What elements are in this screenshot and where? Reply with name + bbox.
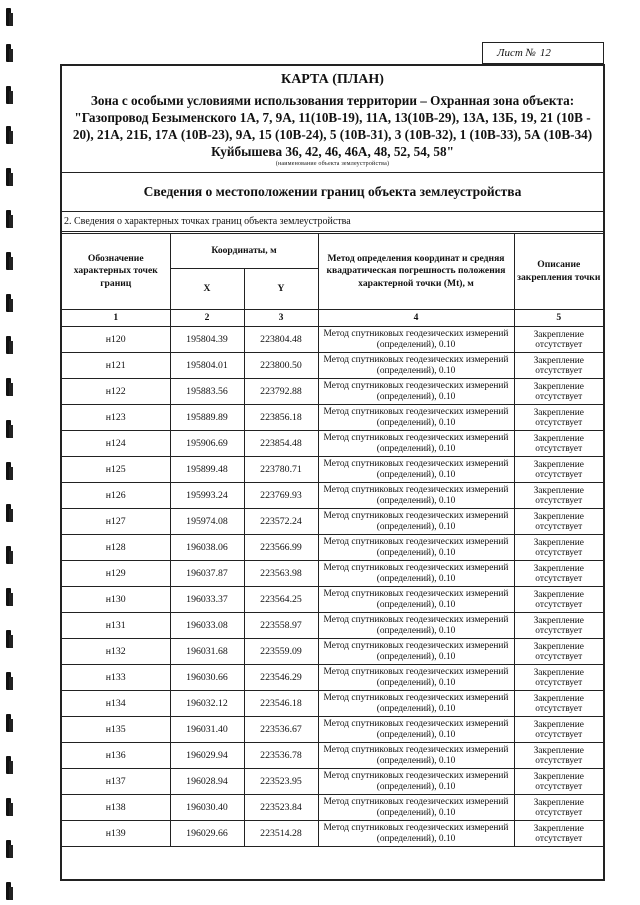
cell-y: 223564.25 [244,587,318,613]
cell-description: Закрепление отсутствует [514,717,603,743]
binding-hole [6,756,11,774]
header-x: X [170,269,244,310]
binding-hole [6,714,11,732]
column-number: 3 [244,310,318,327]
cell-point: н127 [62,509,170,535]
cell-x: 195804.39 [170,327,244,353]
cell-point: н138 [62,795,170,821]
cell-y: 223769.93 [244,483,318,509]
cell-description: Закрепление отсутствует [514,821,603,847]
cell-description: Закрепление отсутствует [514,743,603,769]
table-row [62,561,603,587]
cell-y: 223523.95 [244,769,318,795]
cell-description: Закрепление отсутствует [514,327,603,353]
cell-description: Закрепление отсутствует [514,561,603,587]
cell-method: Метод спутниковых геодезических измерений (определений), 0.10 [318,717,514,743]
table-row [62,431,603,457]
cell-y: 223546.29 [244,665,318,691]
cell-method: Метод спутниковых геодезических измерений (определений), 0.10 [318,613,514,639]
table-row [62,535,603,561]
sheet-label: Лист № [497,47,536,59]
object-name: Зона с особыми условиями использования территории – Охранная зона объекта: "Газопровод Безыменского 1А, 7, 9А, 11(10В-19), 11А, 13(10В-29), 13А, 13Б, 19, 21 (10В - 20), 21А, 21Б, 17А (10В-23), 9А, 15 (10В-24), 5 (10В-31), 3 (10В-32), 1 (10В-33), 5А (10В-34) Куйбышева 36, 42, 46, 46А, 48, 52, 54, 58" [72,93,593,159]
cell-x: 195804.01 [170,353,244,379]
cell-description: Закрепление отсутствует [514,509,603,535]
cell-x: 196029.66 [170,821,244,847]
cell-method: Метод спутниковых геодезических измерений (определений), 0.10 [318,353,514,379]
cell-point: н128 [62,535,170,561]
cell-description: Закрепление отсутствует [514,769,603,795]
binding-hole [6,294,11,312]
column-numbers-row [62,310,603,327]
cell-method: Метод спутниковых геодезических измерений (определений), 0.10 [318,665,514,691]
cell-x: 196033.08 [170,613,244,639]
cell-method: Метод спутниковых геодезических измерений (определений), 0.10 [318,483,514,509]
header-coords: Координаты, м [170,234,318,269]
binding-hole [6,504,11,522]
cell-method: Метод спутниковых геодезических измерений (определений), 0.10 [318,379,514,405]
binding-hole [6,882,11,900]
cell-y: 223559.09 [244,639,318,665]
binding-hole [6,798,11,816]
header-y: Y [244,269,318,310]
header-point: Обозначение характерных точек границ [62,234,170,310]
cell-method: Метод спутниковых геодезических измерений (определений), 0.10 [318,431,514,457]
cell-x: 196030.66 [170,665,244,691]
cell-description: Закрепление отсутствует [514,431,603,457]
cell-x: 195974.08 [170,509,244,535]
document-frame [60,64,605,881]
binding-hole [6,588,11,606]
cell-x: 196038.06 [170,535,244,561]
cell-point: н123 [62,405,170,431]
cell-method: Метод спутниковых геодезических измерений (определений), 0.10 [318,509,514,535]
cell-point: н120 [62,327,170,353]
cell-x: 196032.12 [170,691,244,717]
cell-description: Закрепление отсутствует [514,639,603,665]
cell-description: Закрепление отсутствует [514,587,603,613]
cell-point: н139 [62,821,170,847]
cell-point: н137 [62,769,170,795]
cell-description: Закрепление отсутствует [514,535,603,561]
binding-hole [6,378,11,396]
cell-point: н121 [62,353,170,379]
table-row [62,483,603,509]
cell-method: Метод спутниковых геодезических измерений (определений), 0.10 [318,639,514,665]
binding-hole [6,672,11,690]
cell-method: Метод спутниковых геодезических измерений (определений), 0.10 [318,691,514,717]
table-row [62,509,603,535]
table-row [62,379,603,405]
sheet-number: 12 [539,47,551,59]
cell-y: 223792.88 [244,379,318,405]
table-row [62,795,603,821]
cell-y: 223780.71 [244,457,318,483]
cell-x: 196033.37 [170,587,244,613]
cell-description: Закрепление отсутствует [514,665,603,691]
cell-description: Закрепление отсутствует [514,353,603,379]
cell-method: Метод спутниковых геодезических измерений (определений), 0.10 [318,457,514,483]
cell-point: н133 [62,665,170,691]
binding-hole [6,336,11,354]
cell-y: 223804.48 [244,327,318,353]
cell-method: Метод спутниковых геодезических измерений (определений), 0.10 [318,769,514,795]
cell-point: н136 [62,743,170,769]
table-row [62,743,603,769]
cell-description: Закрепление отсутствует [514,379,603,405]
cell-x: 195993.24 [170,483,244,509]
cell-y: 223558.97 [244,613,318,639]
cell-point: н135 [62,717,170,743]
binding-hole [6,210,11,228]
cell-x: 196031.68 [170,639,244,665]
map-header [62,66,603,173]
cell-x: 196028.94 [170,769,244,795]
binding-hole [6,252,11,270]
binding-hole [6,44,11,62]
table-row [62,613,603,639]
cell-y: 223856.18 [244,405,318,431]
page-title: КАРТА (ПЛАН) [281,72,384,87]
binding-hole [6,8,11,26]
cell-x: 196037.87 [170,561,244,587]
column-number: 4 [318,310,514,327]
binding-holes [0,0,24,905]
cell-x: 196030.40 [170,795,244,821]
header-method: Метод определения координат и средняя квадратическая погрешность положения характерной точки (Mt), м [318,234,514,310]
cell-x: 195883.56 [170,379,244,405]
column-number: 1 [62,310,170,327]
cell-description: Закрепление отсутствует [514,457,603,483]
cell-method: Метод спутниковых геодезических измерений (определений), 0.10 [318,821,514,847]
column-number: 2 [170,310,244,327]
cell-description: Закрепление отсутствует [514,613,603,639]
cell-y: 223563.98 [244,561,318,587]
subsection-title: 2. Сведения о характерных точках границ объекта землеустройства [62,212,603,232]
cell-method: Метод спутниковых геодезических измерений (определений), 0.10 [318,561,514,587]
cell-y: 223536.67 [244,717,318,743]
cell-point: н130 [62,587,170,613]
cell-y: 223514.28 [244,821,318,847]
cell-y: 223546.18 [244,691,318,717]
header-description: Описание закрепления точки [514,234,603,310]
table-row [62,665,603,691]
cell-point: н131 [62,613,170,639]
cell-method: Метод спутниковых геодезических измерений (определений), 0.10 [318,743,514,769]
table-row [62,327,603,353]
cell-description: Закрепление отсутствует [514,795,603,821]
table-row [62,639,603,665]
cell-point: н125 [62,457,170,483]
cell-method: Метод спутниковых геодезических измерений (определений), 0.10 [318,587,514,613]
sheet-number-box [482,42,604,64]
cell-x: 195906.69 [170,431,244,457]
table-row [62,587,603,613]
cell-point: н132 [62,639,170,665]
cell-description: Закрепление отсутствует [514,405,603,431]
binding-hole [6,86,11,104]
cell-y: 223523.84 [244,795,318,821]
table-row [62,717,603,743]
binding-hole [6,420,11,438]
cell-method: Метод спутниковых геодезических измерений (определений), 0.10 [318,327,514,353]
cell-point: н124 [62,431,170,457]
cell-point: н129 [62,561,170,587]
cell-method: Метод спутниковых геодезических измерений (определений), 0.10 [318,795,514,821]
binding-hole [6,126,11,144]
binding-hole [6,462,11,480]
table-row [62,691,603,717]
cell-point: н134 [62,691,170,717]
cell-x: 196029.94 [170,743,244,769]
cell-y: 223536.78 [244,743,318,769]
binding-hole [6,546,11,564]
column-number: 5 [514,310,603,327]
cell-x: 195899.48 [170,457,244,483]
cell-point: н122 [62,379,170,405]
cell-y: 223854.48 [244,431,318,457]
binding-hole [6,840,11,858]
cell-description: Закрепление отсутствует [514,691,603,717]
table-row [62,353,603,379]
table-row [62,769,603,795]
cell-y: 223566.99 [244,535,318,561]
table-row [62,457,603,483]
table-row [62,405,603,431]
cell-x: 196031.40 [170,717,244,743]
binding-hole [6,630,11,648]
cell-point: н126 [62,483,170,509]
object-name-caption: (наименование объекта землеустройства) [275,161,390,167]
cell-method: Метод спутниковых геодезических измерений (определений), 0.10 [318,405,514,431]
cell-x: 195889.89 [170,405,244,431]
table-row [62,821,603,847]
points-table-body [62,327,603,847]
cell-y: 223572.24 [244,509,318,535]
cell-y: 223800.50 [244,353,318,379]
cell-description: Закрепление отсутствует [514,483,603,509]
section-title: Сведения о местоположении границ объекта землеустройства [62,173,603,212]
binding-hole [6,168,11,186]
cell-method: Метод спутниковых геодезических измерений (определений), 0.10 [318,535,514,561]
points-table [62,233,603,847]
